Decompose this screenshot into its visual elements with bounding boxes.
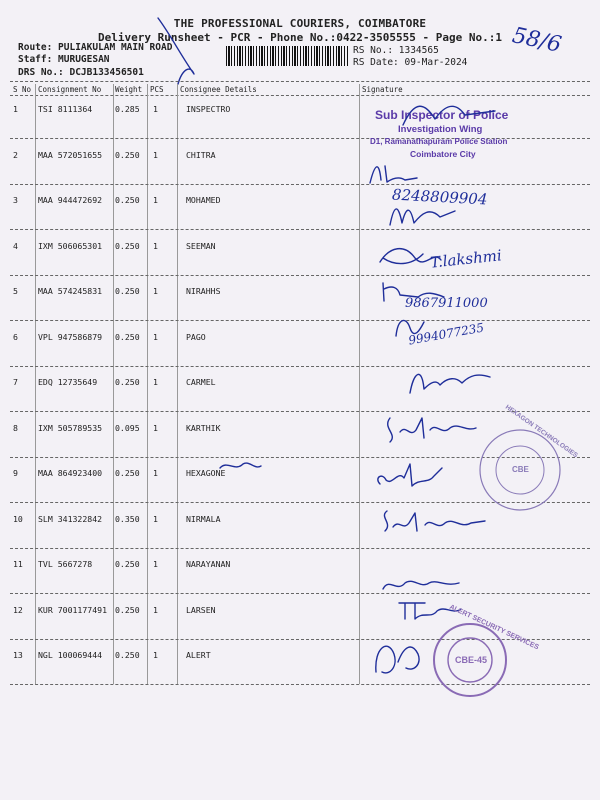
cell-consignment: MAA 864923400 <box>38 468 103 478</box>
cell-weight: 0.250 <box>115 286 140 296</box>
rs-number-field: RS No.: 1334565 <box>353 45 439 56</box>
cell-weight: 0.250 <box>115 240 140 251</box>
police-stamp-line4: Coimbatore City <box>410 149 476 159</box>
cell-pcs: 1 <box>153 604 158 615</box>
cell-pcs: 1 <box>153 149 158 160</box>
overwritten-mark-row9 <box>215 456 265 476</box>
cell-sno: 6 <box>13 331 18 342</box>
police-stamp-line3: D1, Ramanathapuram Police Station <box>370 137 508 146</box>
cell-weight: 0.250 <box>115 377 140 387</box>
staff-field: Staff: MURUGESAN <box>18 54 110 65</box>
cell-consignee: ALERT <box>186 650 211 660</box>
cell-pcs: 1 <box>153 468 158 478</box>
signature-row2 <box>365 158 425 188</box>
cell-pcs: 1 <box>153 513 158 524</box>
cell-sno: 9 <box>13 468 18 478</box>
route-field: Route: PULIAKULAM MAIN ROAD <box>18 42 173 53</box>
signature-row3 <box>380 195 470 235</box>
runsheet-subtitle: Delivery Runsheet - PCR - Phone No.:0422-3505555 - Page No.:1 <box>98 31 502 44</box>
cell-sno: 4 <box>13 240 18 251</box>
drs-number-field: DRS No.: DCJB133456501 <box>18 67 144 78</box>
rs-date-field: RS Date: 09-Mar-2024 <box>353 57 468 68</box>
signature-row13 <box>368 632 428 682</box>
barcode <box>226 46 348 66</box>
cell-consignee: SEEMAN <box>186 240 216 251</box>
handwritten-phone-row5: 9867911000 <box>405 296 488 311</box>
cell-sno: 10 <box>13 513 23 524</box>
cell-weight: 0.095 <box>115 422 140 433</box>
company-title: THE PROFESSIONAL COURIERS, COIMBATORE <box>173 17 427 30</box>
alert-stamp-code: CBE-45 <box>455 655 488 665</box>
cell-weight: 0.250 <box>115 468 140 478</box>
row-separator <box>10 184 590 185</box>
cell-pcs: 1 <box>153 422 158 433</box>
cell-weight: 0.250 <box>115 195 140 205</box>
signature-row7 <box>400 363 500 403</box>
column-divider <box>359 84 360 684</box>
cell-sno: 11 <box>13 559 23 569</box>
police-stamp-line2: Investigation Wing <box>398 124 483 135</box>
cell-weight: 0.250 <box>115 149 140 160</box>
cell-consignee: MOHAMED <box>186 195 221 205</box>
top-pen-mark <box>150 14 210 89</box>
handwritten-name-row4: T.lakshmi <box>429 246 503 272</box>
cell-consignment: KUR 7001177491 <box>38 604 108 615</box>
cell-consignment: IXM 506065301 <box>38 240 103 251</box>
cell-weight: 0.250 <box>115 559 140 569</box>
column-divider <box>147 84 148 684</box>
cell-pcs: 1 <box>153 650 158 660</box>
cell-weight: 0.250 <box>115 650 140 660</box>
cell-consignee: HEXAGONE <box>186 468 226 478</box>
police-stamp-line1: Sub Inspector of Police <box>375 108 509 122</box>
column-header-consignee: Consignee Details <box>180 85 257 94</box>
row-separator <box>10 548 590 549</box>
hexagon-stamp-city: CBE <box>512 465 529 474</box>
cell-consignee: KARTHIK <box>186 422 221 433</box>
cell-consignment: SLM 341322842 <box>38 513 103 524</box>
cell-pcs: 1 <box>153 195 158 205</box>
cell-pcs: 1 <box>153 559 158 569</box>
cell-consignee: NIRMALA <box>186 513 221 524</box>
cell-weight: 0.250 <box>115 604 140 615</box>
column-header-signature: Signature <box>362 85 403 94</box>
hexagon-stamp-name: HEXAGON TECHNOLOGIES <box>503 403 579 460</box>
row-separator <box>10 411 590 412</box>
cell-pcs: 1 <box>153 377 158 387</box>
cell-sno: 5 <box>13 286 18 296</box>
cell-sno: 1 <box>13 104 18 114</box>
signature-row1 <box>395 95 505 135</box>
row-separator <box>10 593 590 594</box>
cell-consignment: MAA 572051655 <box>38 149 103 160</box>
cell-consignment: MAA 944472692 <box>38 195 103 205</box>
cell-pcs: 1 <box>153 240 158 251</box>
row-separator <box>10 366 590 367</box>
column-divider <box>35 84 36 684</box>
row-separator <box>10 229 590 230</box>
cell-consignee: NARAYANAN <box>186 559 231 569</box>
cell-sno: 8 <box>13 422 18 433</box>
column-divider <box>113 84 114 684</box>
alert-stamp-name: ALERT SECURITY SERVICES <box>448 603 540 652</box>
cell-consignee: INSPECTRO <box>186 104 231 114</box>
cell-consignee: PAGO <box>186 331 206 342</box>
handwritten-phone-row3: 8248809904 <box>391 185 488 209</box>
handwritten-page-note: 58/6 <box>509 23 564 58</box>
cell-consignment: TSI 8111364 <box>38 104 93 114</box>
column-divider <box>177 84 178 684</box>
handwritten-phone-row6: 9994077235 <box>407 320 485 348</box>
signature-row9 <box>370 458 470 498</box>
cell-sno: 3 <box>13 195 18 205</box>
cell-consignee: NIRAHHS <box>186 286 221 296</box>
cell-sno: 13 <box>13 650 23 660</box>
column-header-consignment: Consignment No <box>38 85 102 94</box>
cell-pcs: 1 <box>153 286 158 296</box>
signature-row11 <box>375 573 475 597</box>
column-header-pcs: PCS <box>150 85 164 94</box>
cell-weight: 0.350 <box>115 513 140 524</box>
column-header-weight: Weight <box>115 85 143 94</box>
cell-consignee: LARSEN <box>186 604 216 615</box>
table-top-rule <box>10 81 590 82</box>
cell-pcs: 1 <box>153 331 158 342</box>
cell-consignment: TVL 5667278 <box>38 559 93 569</box>
cell-consignment: IXM 505789535 <box>38 422 103 433</box>
cell-pcs: 1 <box>153 104 158 114</box>
cell-consignment: EDQ 12735649 <box>38 377 98 387</box>
signature-row10 <box>375 505 515 540</box>
cell-weight: 0.285 <box>115 104 140 114</box>
cell-consignee: CARMEL <box>186 377 216 387</box>
cell-consignment: VPL 947586879 <box>38 331 103 342</box>
cell-weight: 0.250 <box>115 331 140 342</box>
cell-sno: 7 <box>13 377 18 387</box>
cell-sno: 2 <box>13 149 18 160</box>
cell-sno: 12 <box>13 604 23 615</box>
cell-consignee: CHITRA <box>186 149 216 160</box>
cell-consignment: NGL 100069444 <box>38 650 103 660</box>
row-separator <box>10 320 590 321</box>
column-header-sno: S No <box>13 85 32 94</box>
cell-consignment: MAA 574245831 <box>38 286 103 296</box>
